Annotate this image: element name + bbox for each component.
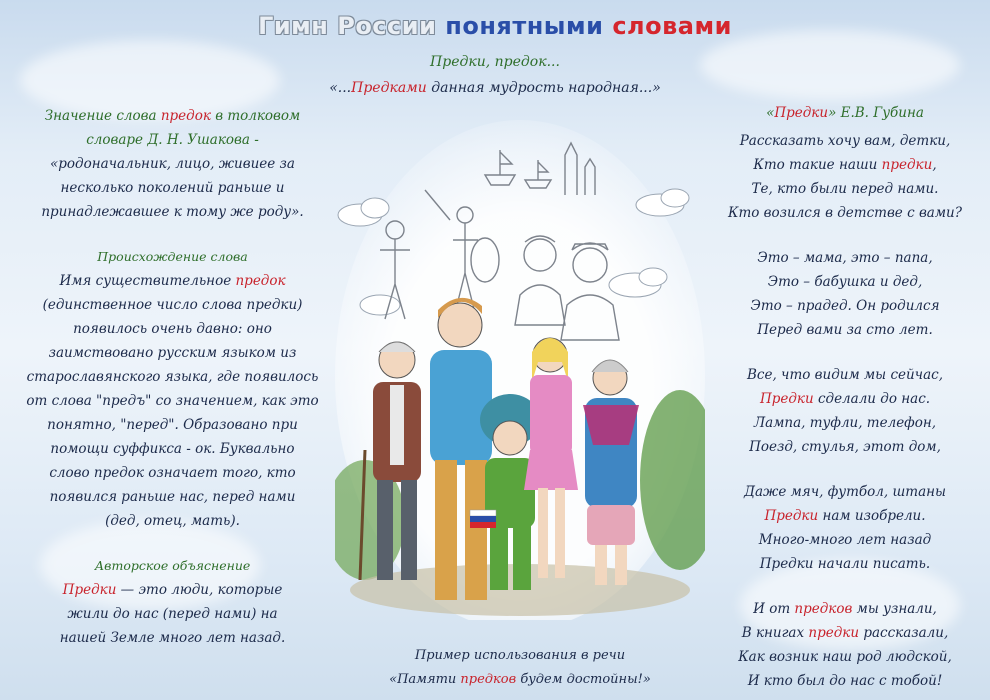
keyword-predok: предок	[235, 273, 286, 289]
keyword-predkov: предков	[460, 672, 517, 687]
poem-stanza-5: И от предков мы узнали, В книгах предки рассказали, Как возник наш род людской, И кто был до нас с тобой!	[738, 601, 952, 689]
definition-block: Значение слова предок в толковом словаре Д. Н. Ушакова - «родоначальник, лицо, живиее за несколько поколений раньше и принадлежавшее к тому же роду».	[41, 108, 304, 220]
page-title	[0, 12, 990, 40]
poem-heading: «Предки» Е.В. Губина	[766, 105, 924, 121]
keyword-predki: Предки	[774, 105, 829, 121]
poem-stanza-1: Рассказать хочу вам, детки, Кто такие наши предки, Те, кто были перед нами. Кто возился в детстве с вами?	[728, 133, 962, 221]
keyword-predok: предок	[160, 108, 211, 124]
origin-block: Происхождение слова Имя существительное предок (единственное число слова предки) появилось очень давно: оно заимствовано русским языком из старославянского языка, где появилось от слова "предъ" со значением, как это понятно, "перед". Образовано при помощи суффикса - ок. Буквально слово предок означает того, кто появился раньше нас, перед нами (дед, отец, мать).	[10, 245, 335, 533]
poem-stanza-2: Это – мама, это – папа, Это – бабушка и дед, Это – прадед. Он родился Перед вами за сто лет.	[750, 250, 940, 338]
keyword-predki: Предки	[62, 582, 117, 598]
author-heading: Авторское объяснение	[94, 558, 251, 573]
page-subtitle: Предки, предок...	[430, 54, 560, 70]
usage-example: «Памяти предков будем достойны!»	[389, 672, 651, 687]
russian-flag-icon	[470, 510, 496, 528]
title-part-1: Гимн России	[258, 12, 437, 40]
origin-heading: Происхождение слова	[97, 249, 248, 264]
anthem-quote: «...Предками данная мудрость народная...»	[329, 80, 661, 96]
family-illustration	[335, 120, 705, 620]
poem-stanza-3: Все, что видим мы сейчас, Предки сделали до нас. Лампа, туфли, телефон, Поезд, стулья, этот дом,	[747, 367, 943, 455]
right-column	[705, 101, 985, 693]
anthem-quote-keyword: Предками	[351, 80, 427, 96]
author-block: Авторское объяснение Предки — это люди, которые жили до нас (перед нами) на нашей Земле много лет назад.	[10, 554, 335, 650]
poem-stanza-4: Даже мяч, футбол, штаны Предки нам изобрели. Много-много лет назад Предки начали писать.	[743, 484, 947, 572]
title-part-3: словами	[612, 12, 732, 40]
left-column	[10, 104, 335, 650]
usage-heading: Пример использования в речи	[414, 648, 626, 663]
title-part-2: понятными	[445, 12, 604, 40]
